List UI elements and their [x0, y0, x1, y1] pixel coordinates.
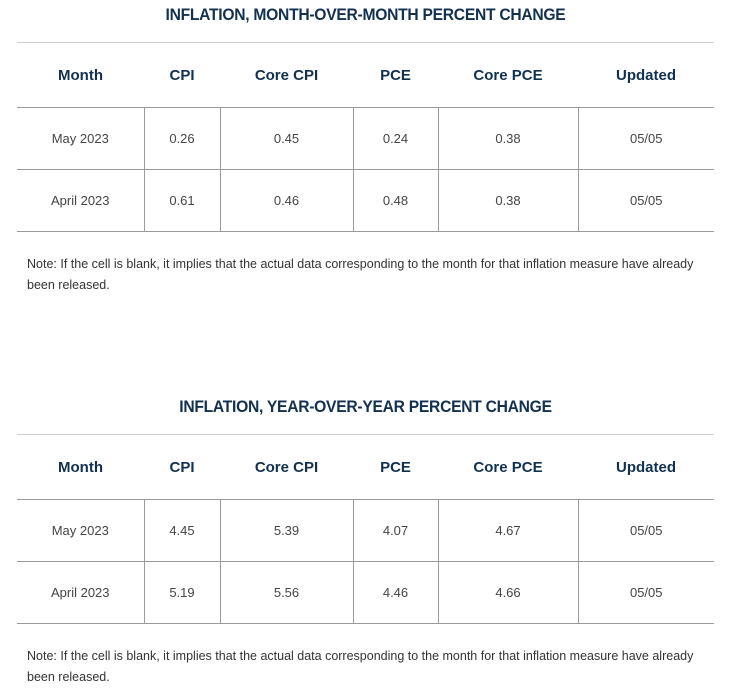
cell-core-cpi: 0.46	[220, 170, 353, 232]
column-header-month: Month	[17, 43, 144, 108]
section-title-yoy: INFLATION, YEAR-OVER-YEAR PERCENT CHANGE	[179, 397, 552, 416]
column-header-pce: PCE	[353, 435, 438, 500]
mom-inflation-table	[17, 42, 714, 232]
cell-month: May 2023	[17, 108, 144, 170]
column-header-month: Month	[17, 435, 144, 500]
cell-updated: 05/05	[578, 108, 714, 170]
cell-month: April 2023	[50, 193, 110, 208]
column-header-core-pce: Core PCE	[438, 435, 578, 500]
cell-updated: 05/05	[578, 170, 714, 232]
column-header-core-cpi: Core CPI	[220, 435, 353, 500]
yoy-inflation-table	[17, 434, 714, 624]
cell-cpi: 5.19	[144, 562, 220, 624]
column-header-cpi: CPI	[144, 435, 220, 500]
column-header-pce: PCE	[353, 43, 438, 108]
cell-cpi: 0.61	[144, 170, 220, 232]
cell-pce: 4.07	[353, 500, 438, 562]
mom-inflation-section	[17, 0, 714, 296]
table-row	[17, 170, 714, 232]
cell-pce: 0.24	[353, 108, 438, 170]
column-header-core-pce: Core PCE	[438, 43, 578, 108]
cell-core-pce: 0.38	[438, 170, 578, 232]
cell-month: May 2023	[17, 500, 144, 562]
table-row	[17, 562, 714, 624]
column-header-updated: Updated	[578, 43, 714, 108]
cell-core-pce: 0.38	[438, 108, 578, 170]
table-note: Note: If the cell is blank, it implies that the actual data corresponding to the month for that inflation measure have already been released.	[27, 649, 694, 684]
cell-updated: 05/05	[578, 562, 714, 624]
cell-cpi: 0.26	[144, 108, 220, 170]
column-header-core-cpi: Core CPI	[220, 43, 353, 108]
table-row	[17, 500, 714, 562]
section-title-mom: INFLATION, MONTH-OVER-MONTH PERCENT CHANGE	[165, 5, 566, 24]
cell-core-pce: 4.66	[438, 562, 578, 624]
cell-core-cpi: 5.39	[220, 500, 353, 562]
cell-core-cpi: 5.56	[220, 562, 353, 624]
cell-cpi: 4.45	[144, 500, 220, 562]
cell-month: April 2023	[50, 585, 110, 600]
yoy-inflation-section	[17, 392, 714, 688]
cell-core-pce: 4.67	[438, 500, 578, 562]
table-header-row	[17, 43, 714, 108]
column-header-updated: Updated	[578, 435, 714, 500]
table-note: Note: If the cell is blank, it implies that the actual data corresponding to the month for that inflation measure have already been released.	[27, 257, 694, 292]
cell-pce: 0.48	[353, 170, 438, 232]
cell-pce: 4.46	[353, 562, 438, 624]
column-header-cpi: CPI	[144, 43, 220, 108]
cell-updated: 05/05	[578, 500, 714, 562]
cell-core-cpi: 0.45	[220, 108, 353, 170]
table-header-row	[17, 435, 714, 500]
table-row	[17, 108, 714, 170]
